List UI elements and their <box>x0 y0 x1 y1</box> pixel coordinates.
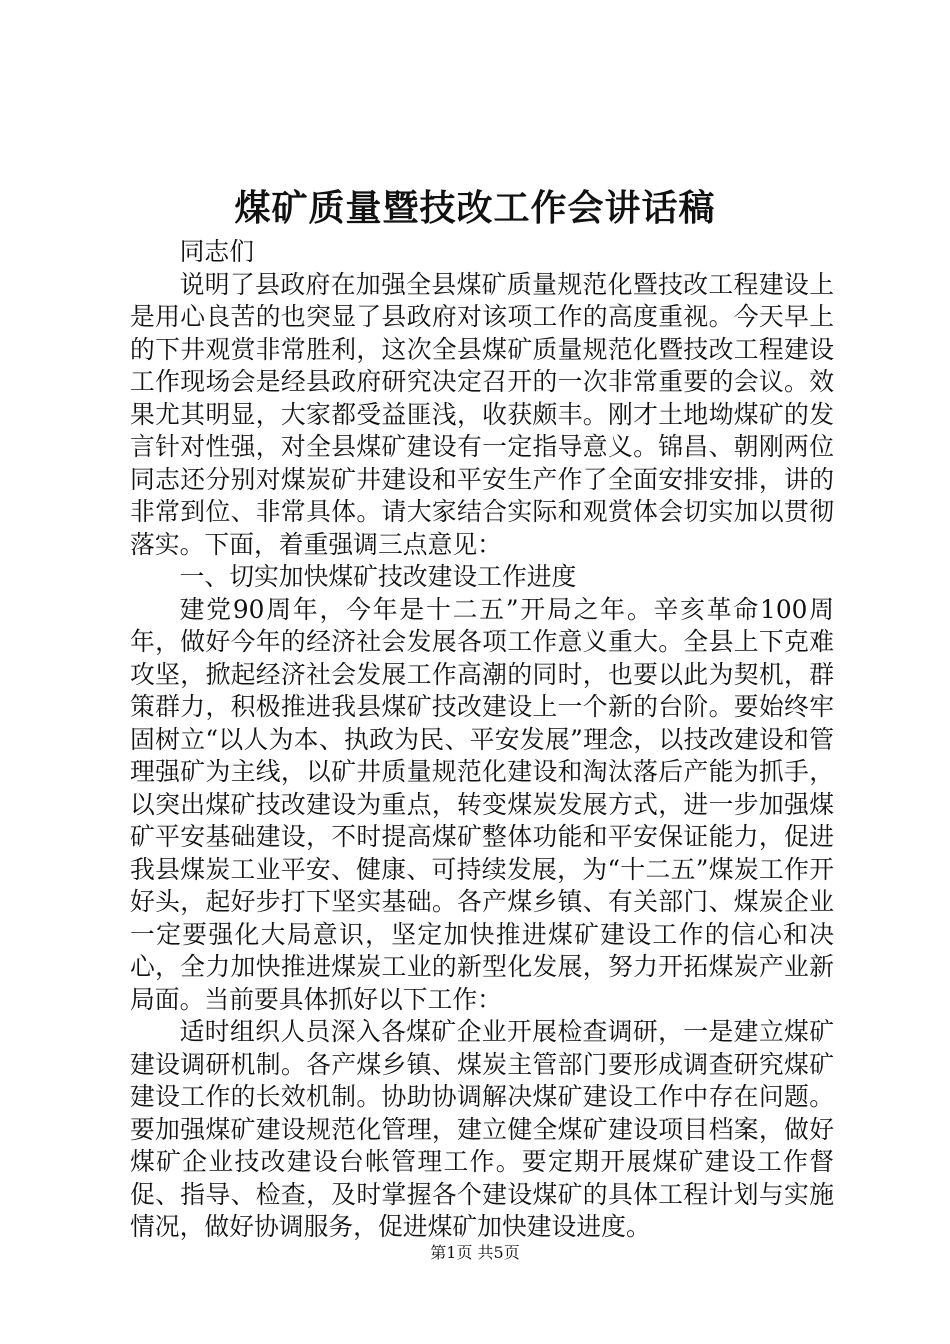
section-heading: 一、切实加快煤矿技改建设工作进度 <box>179 562 577 591</box>
document-body <box>130 236 834 1244</box>
body-paragraph: 建党90周年，今年是十二五”开局之年。辛亥革命100周年，做好今年的经济社会发展各项工作意义重大。全县上下克难攻坚，掀起经济社会发展工作高潮的同时，也要以此为契机，群策群力，积极推进我县煤矿技改建设上一个新的台阶。要始终牢固树立“以人为本、执政为民、平安发展”理念，以技改建设和管理强矿为主线，以矿井质量规范化建设和淘汰落后产能为抓手，以突出煤矿技改建设为重点，转变煤炭发展方式，进一步加强煤矿平安基础建设，不时提高煤矿整体功能和平安保证能力，促进我县煤炭工业平安、健康、可持续发展，为“十二五”煤炭工作开好头，起好步打下坚实基础。各产煤乡镇、有关部门、煤炭企业一定要强化大局意识，坚定加快推进煤矿建设工作的信心和决心，全力加快推进煤炭工业的新型化发展，努力开拓煤炭产业新局面。当前要具体抓好以下工作： <box>130 594 834 1014</box>
page-footer: 第1页 共5页 <box>430 1243 520 1262</box>
body-paragraph: 说明了县政府在加强全县煤矿质量规范化暨技改工程建设上是用心良苦的也突显了县政府对该项工作的高度重视。今天早上的下井观赏非常胜利，这次全县煤矿质量规范化暨技改工程建设工作现场会是经县政府研究决定召开的一次非常重要的会议。效果尤其明显，大家都受益匪浅，收获颇丰。刚才土地坳煤矿的发言针对性强，对全县煤矿建设有一定指导意义。锦昌、朝刚两位同志还分别对煤炭矿井建设和平安生产作了全面安排安排，讲的非常到位、非常具体。请大家结合实际和观赏体会切实加以贯彻落实。下面，着重强调三点意见： <box>130 269 834 559</box>
document-title: 煤矿质量暨技改工作会讲话稿 <box>234 187 716 229</box>
body-paragraph: 适时组织人员深入各煤矿企业开展检查调研，一是建立煤矿建设调研机制。各产煤乡镇、煤炭主管部门要形成调查研究煤矿建设工作的长效机制。协助协调解决煤矿建设工作中存在问题。要加强煤矿建设规范化管理，建立健全煤矿建设项目档案，做好煤矿企业技改建设台帐管理工作。要定期开展煤矿建设工作督促、指导、检查，及时掌握各个建设煤矿的具体工程计划与实施情况，做好协调服务，促进煤矿加快建设进度。 <box>130 1017 834 1241</box>
salutation-paragraph: 同志们 <box>179 237 254 266</box>
